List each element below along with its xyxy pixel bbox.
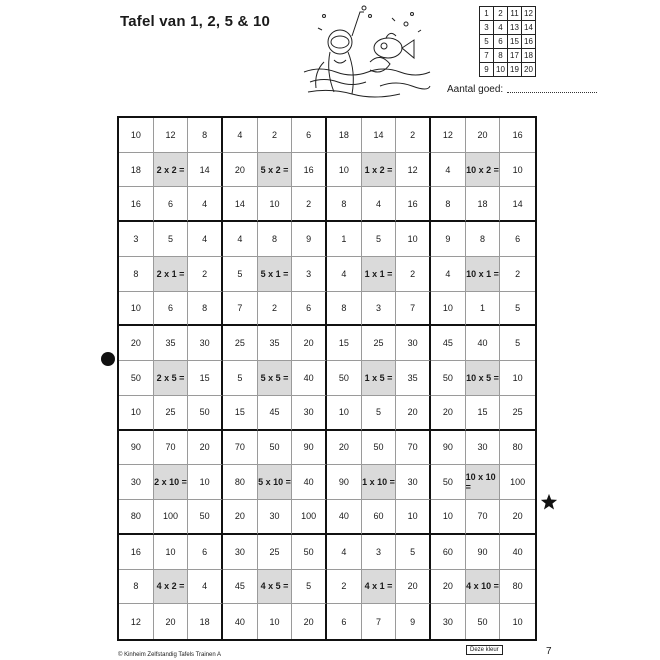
answer-cell[interactable]: 100: [154, 500, 189, 535]
answer-cell[interactable]: 4: [188, 222, 223, 257]
aantal-goed-label: Aantal goed:: [447, 84, 504, 95]
answer-cell[interactable]: 6: [500, 222, 535, 257]
answer-cell[interactable]: 14: [500, 187, 535, 222]
answer-cell[interactable]: 9: [396, 604, 431, 639]
exercise-cell: 5 x 10 =: [258, 465, 293, 500]
answer-cell[interactable]: 15: [466, 396, 501, 431]
score-cell: 6: [494, 35, 508, 49]
answer-cell[interactable]: 18: [466, 187, 501, 222]
answer-cell[interactable]: 40: [292, 361, 327, 396]
answer-cell[interactable]: 80: [500, 570, 535, 605]
answer-cell[interactable]: 10: [154, 535, 189, 570]
answer-cell[interactable]: 30: [431, 604, 466, 639]
score-cell: 5: [480, 35, 494, 49]
answer-cell[interactable]: 9: [431, 222, 466, 257]
answer-cell[interactable]: 3: [292, 257, 327, 292]
footer-copyright: © Kinheim Zelfstandig Tafels Trainen A: [118, 652, 222, 658]
answer-cell[interactable]: 20: [431, 570, 466, 605]
answer-cell[interactable]: 6: [188, 535, 223, 570]
answer-cell[interactable]: 50: [258, 431, 293, 466]
answer-cell[interactable]: 5: [396, 535, 431, 570]
answer-cell[interactable]: 50: [188, 396, 223, 431]
answer-cell[interactable]: 12: [396, 153, 431, 188]
exercise-cell: 5 x 2 =: [258, 153, 293, 188]
answer-cell[interactable]: 20: [431, 396, 466, 431]
answer-cell[interactable]: 10: [431, 292, 466, 327]
exercise-cell: 5 x 1 =: [258, 257, 293, 292]
exercise-cell: 5 x 5 =: [258, 361, 293, 396]
answer-cell[interactable]: 14: [223, 187, 258, 222]
answer-cell[interactable]: 45: [431, 326, 466, 361]
score-cell: 14: [522, 21, 536, 35]
answer-cell[interactable]: 100: [500, 465, 535, 500]
answer-cell[interactable]: 9: [292, 222, 327, 257]
answer-cell[interactable]: 70: [466, 500, 501, 535]
answer-cell[interactable]: 20: [154, 604, 189, 639]
score-cell: 7: [480, 49, 494, 63]
answer-cell[interactable]: 80: [119, 500, 154, 535]
answer-cell[interactable]: 70: [396, 431, 431, 466]
score-cell: 3: [480, 21, 494, 35]
answer-cell[interactable]: 10: [188, 465, 223, 500]
answer-cell[interactable]: 6: [292, 292, 327, 327]
answer-cell[interactable]: 20: [292, 326, 327, 361]
answer-cell[interactable]: 90: [431, 431, 466, 466]
answer-cell[interactable]: 10: [500, 153, 535, 188]
answer-cell[interactable]: 8: [258, 222, 293, 257]
score-cell: 10: [494, 63, 508, 77]
answer-cell[interactable]: 16: [396, 187, 431, 222]
answer-cell[interactable]: 12: [154, 118, 189, 153]
aantal-goed: [447, 84, 597, 95]
answer-cell[interactable]: 40: [292, 465, 327, 500]
answer-cell[interactable]: 7: [362, 604, 397, 639]
answer-cell[interactable]: 10: [258, 187, 293, 222]
answer-cell[interactable]: 8: [466, 222, 501, 257]
answer-cell[interactable]: 14: [362, 118, 397, 153]
answer-cell[interactable]: 8: [431, 187, 466, 222]
answer-cell[interactable]: 16: [119, 535, 154, 570]
answer-cell[interactable]: 30: [396, 465, 431, 500]
score-cell: 15: [508, 35, 522, 49]
exercise-cell: 1 x 2 =: [362, 153, 397, 188]
answer-cell[interactable]: 25: [362, 326, 397, 361]
answer-cell[interactable]: 7: [223, 292, 258, 327]
answer-cell[interactable]: 70: [154, 431, 189, 466]
exercise-cell: 1 x 10 =: [362, 465, 397, 500]
answer-cell[interactable]: 100: [292, 500, 327, 535]
answer-cell[interactable]: 30: [466, 431, 501, 466]
answer-cell[interactable]: 35: [154, 326, 189, 361]
answer-cell[interactable]: 10: [327, 153, 362, 188]
answer-cell[interactable]: 20: [396, 396, 431, 431]
answer-cell[interactable]: 30: [292, 396, 327, 431]
answer-cell[interactable]: 5: [500, 292, 535, 327]
exercise-cell: 10 x 1 =: [466, 257, 501, 292]
answer-cell[interactable]: 12: [119, 604, 154, 639]
answer-cell[interactable]: 50: [431, 361, 466, 396]
answer-cell[interactable]: 20: [223, 500, 258, 535]
page-title: Tafel van 1, 2, 5 & 10: [120, 13, 271, 30]
answer-cell[interactable]: 50: [292, 535, 327, 570]
answer-cell[interactable]: 10: [500, 361, 535, 396]
page-number: 7: [546, 646, 552, 657]
score-row: [480, 35, 536, 49]
answer-cell[interactable]: 6: [292, 118, 327, 153]
answer-cell[interactable]: 50: [327, 361, 362, 396]
answer-cell[interactable]: 5: [362, 396, 397, 431]
exercise-cell: 2 x 2 =: [154, 153, 189, 188]
score-cell: 16: [522, 35, 536, 49]
answer-cell[interactable]: 35: [396, 361, 431, 396]
answer-cell[interactable]: 4: [327, 535, 362, 570]
answer-cell[interactable]: 30: [396, 326, 431, 361]
answer-cell[interactable]: 5: [292, 570, 327, 605]
answer-cell[interactable]: 10: [431, 500, 466, 535]
answer-cell[interactable]: 15: [188, 361, 223, 396]
answer-cell[interactable]: 6: [327, 604, 362, 639]
score-cell: 2: [494, 7, 508, 21]
answer-cell[interactable]: 10: [258, 604, 293, 639]
answer-cell[interactable]: 20: [396, 570, 431, 605]
score-cell: 19: [508, 63, 522, 77]
answer-cell[interactable]: 18: [119, 153, 154, 188]
answer-cell[interactable]: 30: [258, 500, 293, 535]
answer-cell[interactable]: 4: [188, 187, 223, 222]
answer-cell[interactable]: 25: [500, 396, 535, 431]
answer-cell[interactable]: 10: [119, 396, 154, 431]
answer-cell[interactable]: 8: [327, 292, 362, 327]
score-row: [480, 49, 536, 63]
answer-cell[interactable]: 2: [292, 187, 327, 222]
answer-cell[interactable]: 4: [327, 257, 362, 292]
answer-cell[interactable]: 60: [431, 535, 466, 570]
answer-cell[interactable]: 8: [119, 257, 154, 292]
exercise-cell: 1 x 1 =: [362, 257, 397, 292]
answer-cell[interactable]: 10: [396, 500, 431, 535]
answer-cell[interactable]: 5: [500, 326, 535, 361]
answer-cell[interactable]: 16: [500, 118, 535, 153]
answer-cell[interactable]: 25: [223, 326, 258, 361]
answer-cell[interactable]: 4: [431, 257, 466, 292]
answer-cell[interactable]: 2: [188, 257, 223, 292]
exercise-cell: 10 x 2 =: [466, 153, 501, 188]
answer-cell[interactable]: 2: [396, 118, 431, 153]
answer-cell[interactable]: 1: [466, 292, 501, 327]
answer-cell[interactable]: 20: [188, 431, 223, 466]
answer-cell[interactable]: 10: [119, 292, 154, 327]
answer-cell[interactable]: 10: [327, 396, 362, 431]
score-cell: 12: [522, 7, 536, 21]
answer-cell[interactable]: 80: [500, 431, 535, 466]
deze-kleur-box: Deze kleur: [466, 645, 503, 655]
answer-cell[interactable]: 50: [362, 431, 397, 466]
answer-cell[interactable]: 50: [466, 604, 501, 639]
answer-cell[interactable]: 6: [154, 187, 189, 222]
exercise-cell: 2 x 1 =: [154, 257, 189, 292]
answer-cell[interactable]: 70: [223, 431, 258, 466]
answer-cell[interactable]: 1: [327, 222, 362, 257]
score-cell: 13: [508, 21, 522, 35]
answer-cell[interactable]: 40: [223, 604, 258, 639]
answer-cell[interactable]: 8: [327, 187, 362, 222]
answer-cell[interactable]: 50: [119, 361, 154, 396]
answer-cell[interactable]: 3: [362, 535, 397, 570]
answer-cell[interactable]: 20: [223, 153, 258, 188]
answer-cell[interactable]: 50: [188, 500, 223, 535]
answer-cell[interactable]: 80: [223, 465, 258, 500]
answer-cell[interactable]: 2: [258, 118, 293, 153]
answer-cell[interactable]: 90: [292, 431, 327, 466]
answer-cell[interactable]: 5: [223, 361, 258, 396]
answer-cell[interactable]: 40: [466, 326, 501, 361]
answer-cell[interactable]: 15: [327, 326, 362, 361]
answer-cell[interactable]: 4: [223, 222, 258, 257]
score-cell: 20: [522, 63, 536, 77]
exercise-cell: 2 x 10 =: [154, 465, 189, 500]
score-row: [480, 7, 536, 21]
exercise-cell: 4 x 5 =: [258, 570, 293, 605]
answer-cell[interactable]: 35: [258, 326, 293, 361]
snorkel-illustration: [300, 2, 432, 102]
score-grid: [479, 6, 536, 77]
answer-cell[interactable]: 40: [327, 500, 362, 535]
answer-cell[interactable]: 4: [188, 570, 223, 605]
answer-cell[interactable]: 90: [327, 465, 362, 500]
score-cell: 1: [480, 7, 494, 21]
score-cell: 9: [480, 63, 494, 77]
answer-cell[interactable]: 8: [188, 292, 223, 327]
exercise-cell: 2 x 5 =: [154, 361, 189, 396]
exercise-cell: 4 x 2 =: [154, 570, 189, 605]
answer-cell[interactable]: 4: [431, 153, 466, 188]
answer-cell[interactable]: 30: [188, 326, 223, 361]
answer-cell[interactable]: 20: [500, 500, 535, 535]
answer-cell[interactable]: 6: [154, 292, 189, 327]
score-cell: 11: [508, 7, 522, 21]
answer-cell[interactable]: 20: [119, 326, 154, 361]
exercise-cell: 4 x 1 =: [362, 570, 397, 605]
answer-cell[interactable]: 25: [258, 535, 293, 570]
answer-cell[interactable]: 15: [223, 396, 258, 431]
answer-cell[interactable]: 5: [154, 222, 189, 257]
answer-cell[interactable]: 20: [327, 431, 362, 466]
black-dot-marker: [101, 352, 115, 366]
answer-cell[interactable]: 8: [119, 570, 154, 605]
answer-cell[interactable]: 30: [223, 535, 258, 570]
exercise-cell: 4 x 10 =: [466, 570, 501, 605]
answer-cell[interactable]: 2: [258, 292, 293, 327]
exercise-cell: 10 x 5 =: [466, 361, 501, 396]
score-cell: 4: [494, 21, 508, 35]
exercise-cell: 10 x 10 =: [466, 465, 501, 500]
score-cell: 18: [522, 49, 536, 63]
answer-cell[interactable]: 2: [396, 257, 431, 292]
score-cell: 17: [508, 49, 522, 63]
answer-cell[interactable]: 45: [223, 570, 258, 605]
answer-line[interactable]: [507, 92, 597, 93]
answer-cell[interactable]: 10: [500, 604, 535, 639]
exercise-grid: [117, 116, 537, 641]
score-cell: 8: [494, 49, 508, 63]
answer-cell[interactable]: 2: [327, 570, 362, 605]
answer-cell[interactable]: 45: [258, 396, 293, 431]
answer-cell[interactable]: 4: [362, 187, 397, 222]
answer-cell[interactable]: 16: [292, 153, 327, 188]
answer-cell[interactable]: 3: [119, 222, 154, 257]
exercise-cell: 1 x 5 =: [362, 361, 397, 396]
answer-cell[interactable]: 10: [396, 222, 431, 257]
answer-cell[interactable]: 10: [119, 118, 154, 153]
answer-cell[interactable]: 12: [431, 118, 466, 153]
answer-cell[interactable]: 2: [500, 257, 535, 292]
score-row: [480, 21, 536, 35]
answer-cell[interactable]: 4: [223, 118, 258, 153]
answer-cell[interactable]: 90: [119, 431, 154, 466]
answer-cell[interactable]: 30: [119, 465, 154, 500]
answer-cell[interactable]: 18: [188, 604, 223, 639]
answer-cell[interactable]: 40: [500, 535, 535, 570]
answer-cell[interactable]: 18: [327, 118, 362, 153]
answer-cell[interactable]: 7: [396, 292, 431, 327]
answer-cell[interactable]: 5: [223, 257, 258, 292]
star-icon: [540, 493, 558, 511]
answer-cell[interactable]: 50: [431, 465, 466, 500]
answer-cell[interactable]: 16: [119, 187, 154, 222]
answer-cell[interactable]: 60: [362, 500, 397, 535]
answer-cell[interactable]: 5: [362, 222, 397, 257]
answer-cell[interactable]: 3: [362, 292, 397, 327]
answer-cell[interactable]: 25: [154, 396, 189, 431]
answer-cell[interactable]: 8: [188, 118, 223, 153]
answer-cell[interactable]: 14: [188, 153, 223, 188]
score-row: [480, 63, 536, 77]
answer-cell[interactable]: 20: [466, 118, 501, 153]
answer-cell[interactable]: 20: [292, 604, 327, 639]
answer-cell[interactable]: 90: [466, 535, 501, 570]
